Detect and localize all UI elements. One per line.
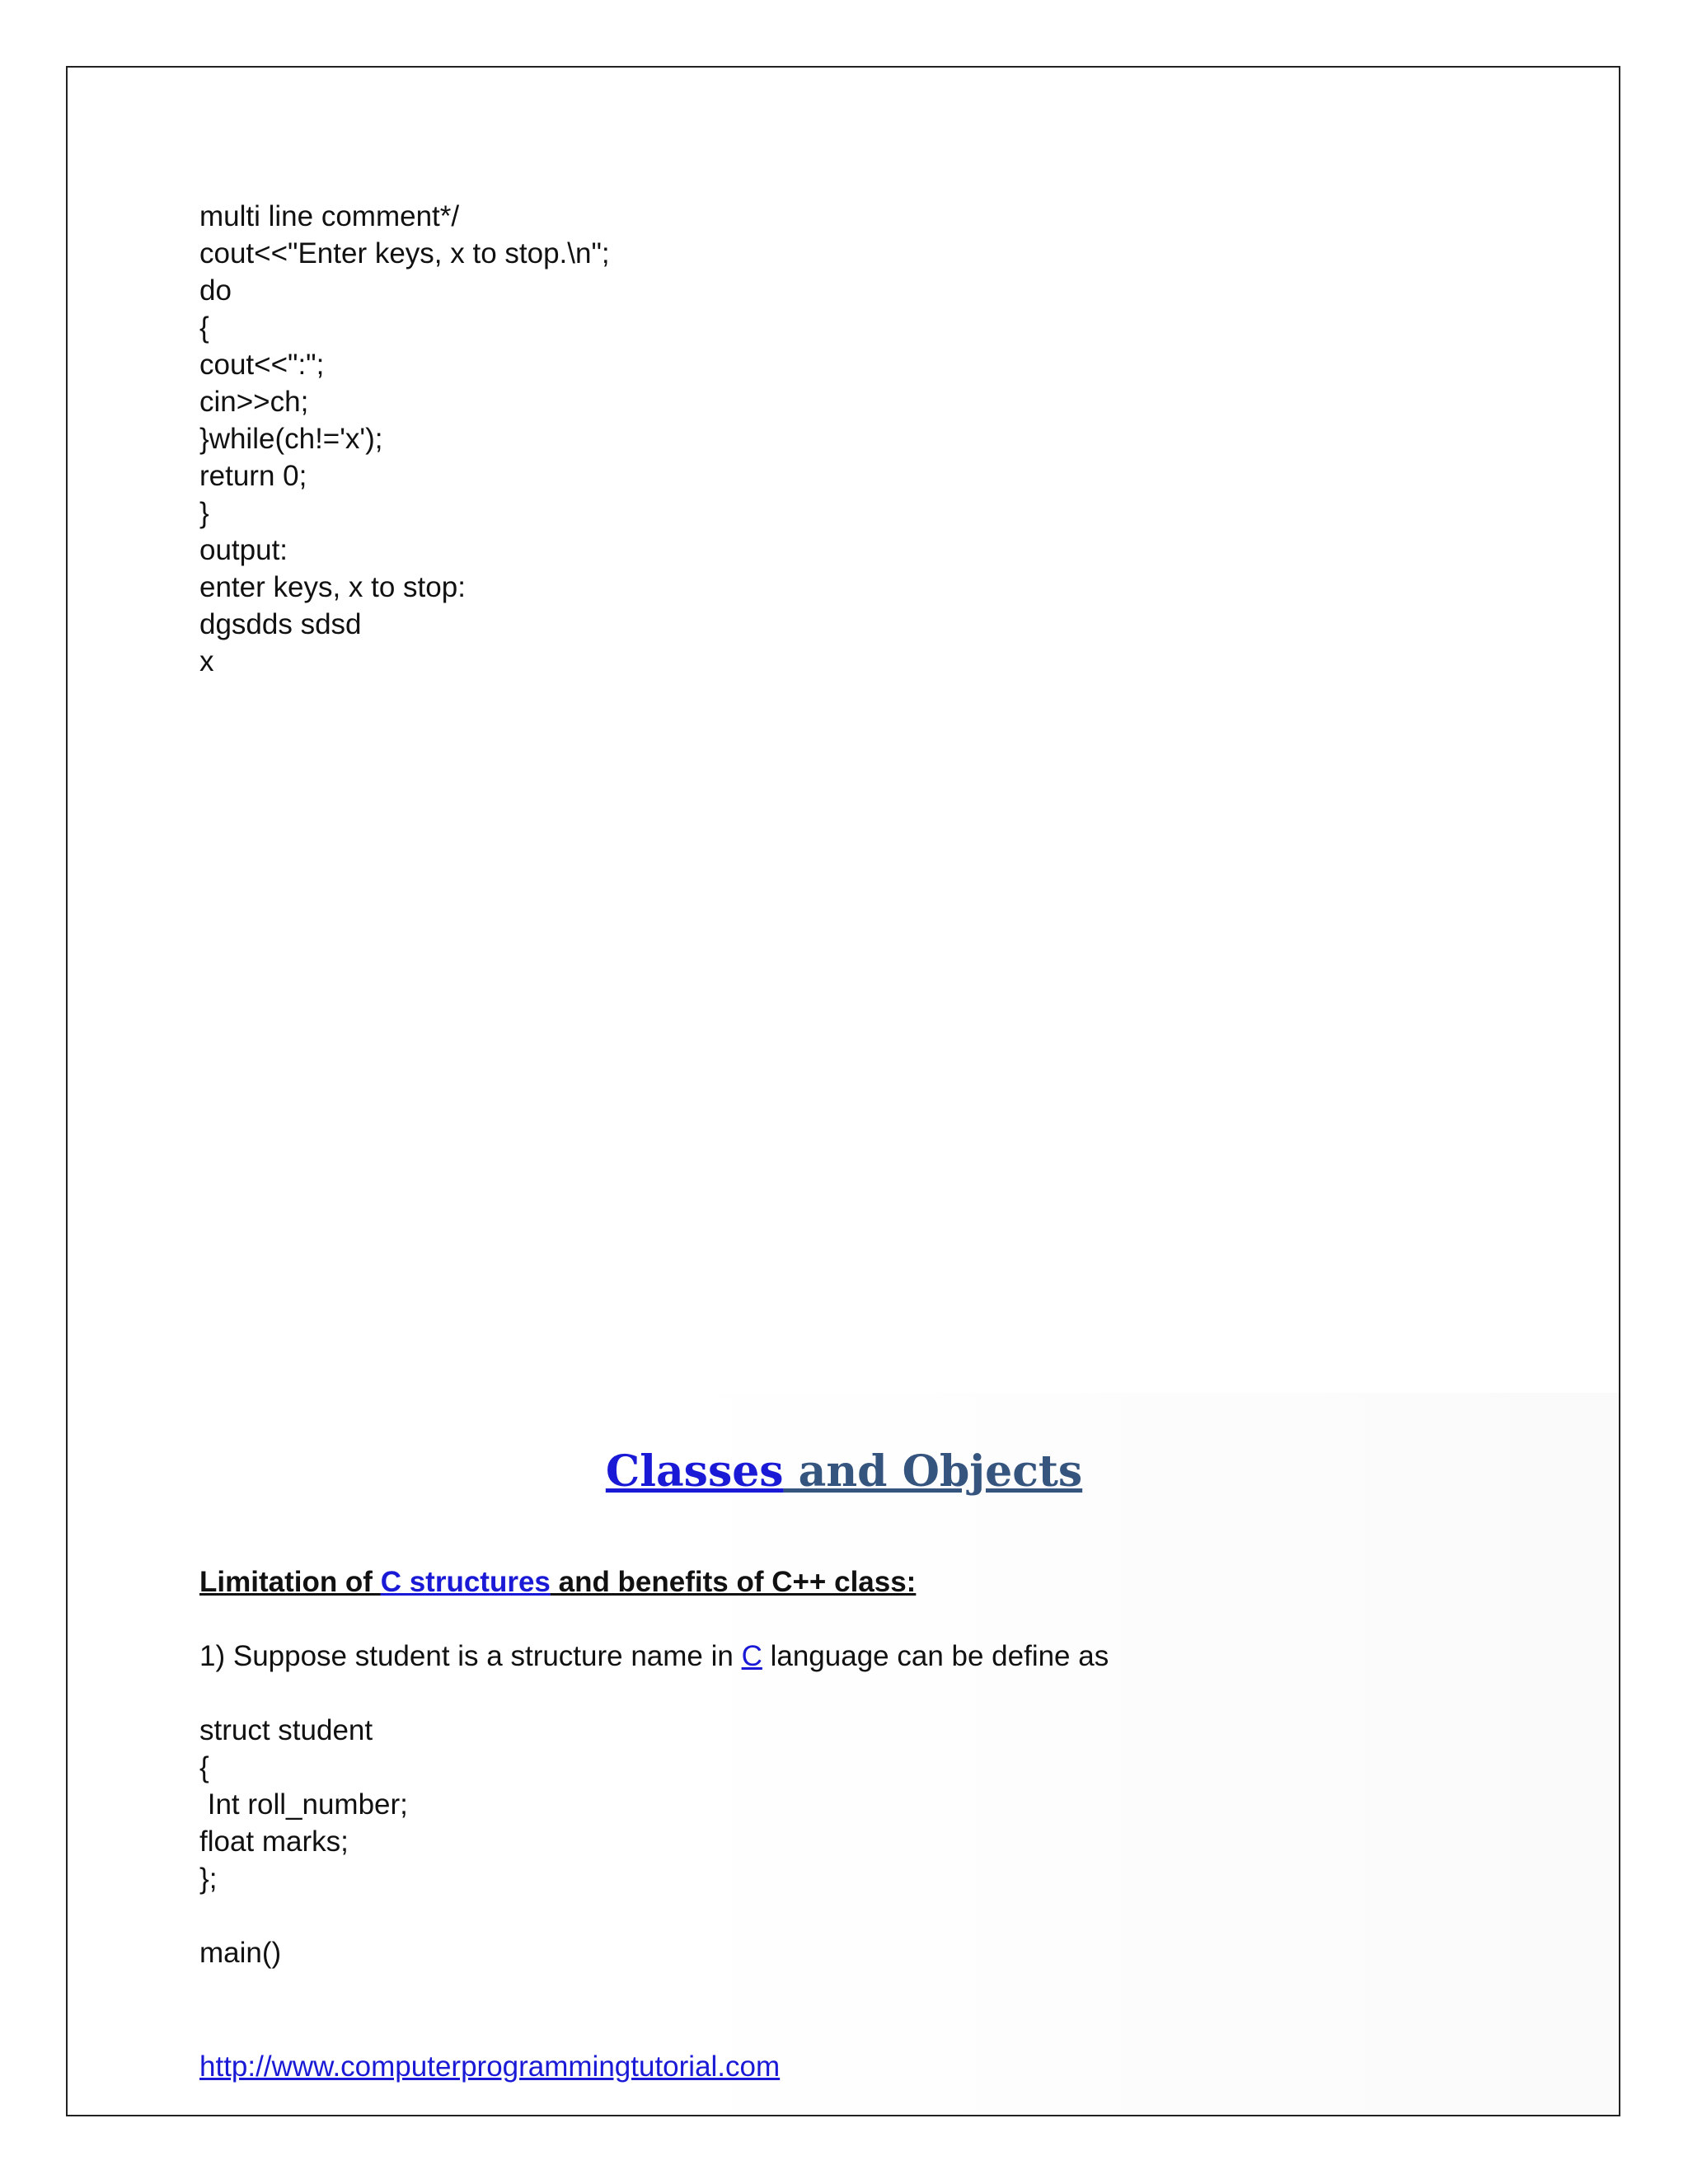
code-line: dgsdds sdsd	[199, 608, 362, 640]
para-suffix: language can be define as	[762, 1640, 1109, 1672]
code-line: {	[199, 1751, 209, 1783]
code-line: return 0;	[199, 460, 307, 492]
code-line: float marks;	[199, 1825, 349, 1858]
c-language-link[interactable]: C	[741, 1640, 762, 1672]
code-line: {	[199, 312, 209, 344]
code-line: output:	[199, 534, 288, 566]
code-line: x	[199, 645, 214, 677]
code-line: do	[199, 274, 232, 307]
code-line: };	[199, 1863, 218, 1895]
code-line: enter keys, x to stop:	[199, 571, 466, 603]
intro-paragraph	[199, 1638, 1109, 1675]
para-prefix: 1) Suppose student is a structure name in	[199, 1640, 742, 1672]
code-block-top	[199, 198, 610, 680]
code-line: multi line comment*/	[199, 200, 460, 232]
subhead-suffix: and benefits of C++ class:	[550, 1566, 917, 1598]
code-line: struct student	[199, 1714, 373, 1746]
title-rest: and Objects	[783, 1446, 1083, 1497]
code-line: cin>>ch;	[199, 386, 309, 418]
code-line: Int roll_number;	[199, 1788, 408, 1821]
code-line: cout<<":";	[199, 349, 325, 381]
code-line: }while(ch!='x');	[199, 423, 383, 455]
footer-url-link[interactable]: http://www.computerprogrammingtutorial.com	[199, 2050, 781, 2083]
code-line: }	[199, 497, 209, 529]
code-line: cout<<"Enter keys, x to stop.\n";	[199, 237, 610, 269]
classes-link[interactable]: Classes	[605, 1446, 784, 1497]
section-title	[0, 1444, 1688, 1500]
c-structures-link[interactable]: C structures	[380, 1566, 551, 1598]
code-block-struct	[199, 1712, 408, 1897]
code-line-main: main()	[199, 1937, 282, 1969]
subhead-prefix: Limitation of	[199, 1566, 381, 1598]
subheading	[199, 1563, 916, 1601]
